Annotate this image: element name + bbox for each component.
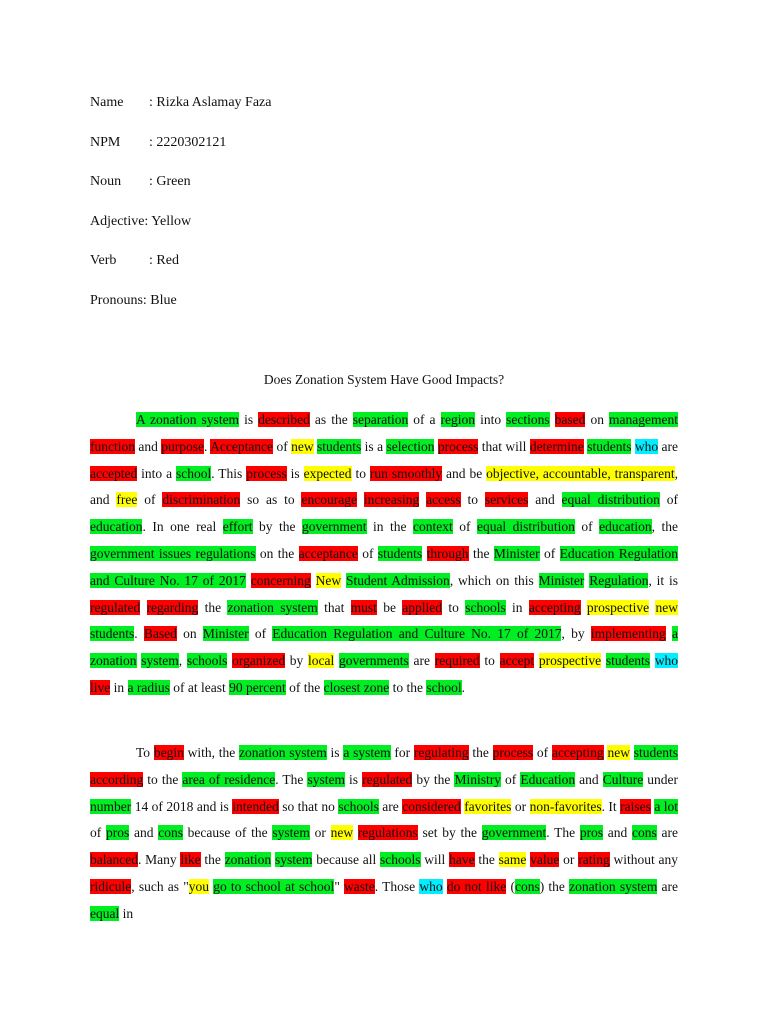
plain-text: of — [137, 492, 163, 508]
plain-text: by the — [412, 771, 455, 787]
plain-text: of — [248, 626, 273, 642]
plain-text: to — [442, 599, 466, 615]
verb-highlight: services — [484, 492, 529, 508]
info-label: Verb — [90, 253, 117, 269]
noun-highlight: schools — [380, 852, 421, 868]
plain-text: be — [376, 599, 403, 615]
verb-highlight: balanced — [90, 852, 138, 868]
plain-text: in the — [366, 519, 413, 535]
plain-text: of — [659, 492, 678, 508]
plain-text: . This — [211, 465, 247, 481]
plain-text: in — [505, 599, 529, 615]
plain-text: . Many — [137, 852, 181, 868]
verb-highlight: accepting — [528, 599, 581, 615]
noun-highlight: cons — [158, 825, 183, 841]
plain-text: and — [442, 465, 470, 481]
verb-highlight: value — [530, 852, 560, 868]
plain-text: and — [129, 825, 159, 841]
noun-highlight: A zonation system — [136, 412, 240, 427]
plain-text: of — [533, 745, 552, 760]
noun-highlight: Education Regulation and Culture No. 17 of 2017 — [90, 545, 678, 588]
noun-highlight: equal distribution — [561, 492, 660, 508]
plain-text: ) the — [539, 878, 570, 894]
verb-highlight: rating — [578, 852, 610, 868]
plain-text: of — [452, 519, 477, 535]
plain-text: set by the — [417, 825, 482, 841]
noun-highlight: students — [587, 438, 632, 454]
verb-highlight: implementing — [590, 626, 666, 642]
essay-title: Does Zonation System Have Good Impacts? — [263, 372, 505, 387]
noun-highlight: pros — [579, 825, 604, 841]
plain-text: that will — [478, 438, 530, 454]
verb-highlight: intended — [232, 798, 279, 814]
plain-text: or — [559, 852, 579, 868]
plain-text: of a — [408, 412, 441, 427]
plain-text: to — [351, 465, 370, 481]
plain-text: on — [176, 626, 203, 642]
plain-text: and — [603, 825, 633, 841]
plain-text: for — [390, 745, 414, 760]
plain-text — [422, 546, 426, 561]
plain-text: . — [134, 626, 144, 642]
adjective-highlight: new — [655, 599, 678, 615]
adjective-highlight: free — [116, 492, 138, 508]
verb-highlight: live — [90, 679, 111, 695]
adjective-highlight: New — [315, 572, 342, 588]
adjective-highlight: non-favorites — [529, 798, 602, 814]
plain-text: on the — [255, 545, 299, 561]
pronoun-highlight: who — [634, 438, 659, 454]
verb-highlight: access — [426, 492, 461, 508]
plain-text: because all — [312, 852, 381, 868]
verb-highlight: encourage — [301, 492, 357, 508]
plain-text — [357, 492, 364, 507]
noun-highlight: cons — [632, 825, 657, 841]
noun-highlight: a system — [343, 745, 391, 760]
plain-text — [581, 600, 587, 615]
plain-text: under — [643, 771, 678, 787]
noun-highlight: a lot — [654, 798, 679, 814]
plain-text: the — [468, 545, 494, 561]
verb-highlight: increasing — [363, 492, 420, 508]
verb-highlight: required — [434, 653, 480, 669]
plain-text: be — [469, 465, 487, 481]
plain-text: in — [119, 905, 134, 921]
adjective-highlight: local — [308, 653, 335, 669]
adjective-highlight: prospective — [586, 599, 650, 615]
plain-text: the — [198, 599, 228, 615]
noun-highlight: schools — [186, 653, 228, 669]
noun-highlight: school — [426, 679, 462, 695]
verb-highlight: run smoothly — [369, 465, 443, 481]
noun-highlight: management — [609, 412, 678, 427]
verb-highlight: accept — [499, 653, 535, 669]
adjective-highlight: same — [498, 852, 527, 868]
plain-text: are — [658, 438, 679, 454]
noun-highlight: pros — [105, 825, 130, 841]
verb-highlight: based — [554, 412, 586, 427]
essay-paragraph-2 — [90, 740, 678, 928]
plain-text: or — [309, 825, 331, 841]
adjective-highlight: expected — [303, 465, 352, 481]
info-value: : Yellow — [144, 213, 192, 229]
verb-highlight: accepted — [90, 465, 138, 481]
noun-highlight: students — [90, 626, 135, 642]
noun-highlight: Regulation — [589, 572, 649, 588]
plain-text: to — [460, 492, 485, 508]
noun-highlight: zonation system — [569, 878, 658, 894]
plain-text: , and — [90, 465, 678, 508]
verb-highlight: begin — [153, 745, 184, 760]
noun-highlight: Student Admission — [345, 572, 450, 588]
info-value: : Red — [149, 253, 179, 269]
plain-text: in — [110, 679, 128, 695]
plain-text: with, the — [183, 745, 240, 760]
plain-text: of the — [285, 679, 324, 695]
plain-text: , it is — [648, 572, 679, 588]
verb-highlight: according — [90, 771, 144, 787]
plain-text: " — [334, 878, 345, 894]
plain-text: are — [408, 653, 435, 669]
verb-highlight: regulating — [413, 745, 469, 760]
plain-text: , such as " — [131, 878, 189, 894]
plain-text: , — [178, 653, 187, 669]
plain-text: , the — [651, 519, 679, 535]
adjective-highlight: prospective — [538, 653, 602, 669]
plain-text — [140, 600, 146, 615]
plain-text: of at least — [169, 679, 230, 695]
noun-highlight: system — [307, 771, 345, 787]
plain-text: the — [200, 852, 225, 868]
plain-text — [246, 573, 251, 588]
info-row-adjective — [90, 213, 490, 253]
verb-highlight: have — [449, 852, 475, 868]
info-row-noun — [90, 173, 490, 213]
adjective-highlight: new — [330, 825, 354, 841]
noun-highlight: a radius — [127, 679, 170, 695]
noun-highlight: system — [141, 653, 179, 669]
plain-text: so that no — [278, 798, 339, 814]
verb-highlight: determine — [529, 438, 584, 454]
plain-text: . — [461, 679, 465, 695]
plain-text: . — [204, 438, 211, 454]
verb-highlight: process — [437, 438, 479, 454]
verb-highlight: considered — [402, 798, 461, 814]
verb-highlight: regarding — [146, 599, 199, 615]
plain-text: and — [575, 771, 603, 787]
adjective-highlight: objective, accountable, transparent — [486, 465, 675, 481]
verb-highlight: must — [350, 599, 377, 615]
plain-text: or — [511, 798, 530, 814]
plain-text: , by — [561, 626, 591, 642]
noun-highlight: Education Regulation and Culture No. 17 of 2017 — [272, 626, 562, 642]
plain-text: so as to — [240, 492, 302, 508]
info-value: : Rizka Aslamay Faza — [149, 95, 272, 110]
plain-text: on — [585, 412, 609, 427]
plain-text: . The — [275, 771, 308, 787]
noun-highlight: government — [481, 825, 547, 841]
info-row-verb — [90, 252, 490, 292]
plain-text: and — [528, 492, 562, 508]
verb-highlight: discrimination — [162, 492, 241, 508]
plain-text: are — [378, 798, 403, 814]
plain-text: are — [657, 878, 679, 894]
noun-highlight: context — [412, 519, 453, 535]
info-label: NPM — [90, 134, 121, 150]
plain-text: the — [474, 852, 499, 868]
info-row-npm — [90, 134, 490, 174]
plain-text: , which on this — [449, 572, 539, 588]
verb-highlight: applied — [402, 599, 443, 615]
noun-highlight: education — [90, 519, 143, 535]
plain-text: of — [90, 825, 106, 841]
plain-text: . The — [546, 825, 580, 841]
noun-highlight: a zonation — [90, 626, 679, 669]
info-value: : Blue — [142, 292, 177, 308]
info-value: : 2220302121 — [149, 134, 227, 150]
noun-highlight: system — [272, 825, 310, 841]
noun-highlight: students — [377, 545, 423, 561]
noun-highlight: education — [599, 519, 652, 535]
noun-highlight: separation — [352, 412, 409, 427]
plain-text: will — [420, 852, 450, 868]
noun-highlight: region — [440, 412, 476, 427]
verb-highlight: ridicule — [90, 878, 132, 894]
noun-highlight: sections — [506, 412, 550, 427]
verb-highlight: Acceptance — [210, 438, 274, 454]
verb-highlight: raises — [620, 798, 651, 814]
noun-highlight: students — [605, 653, 651, 669]
verb-highlight: process — [246, 465, 287, 481]
verb-highlight: regulations — [357, 825, 418, 841]
noun-highlight: equal — [90, 905, 120, 921]
noun-highlight: zonation system — [227, 599, 318, 615]
plain-text: are — [656, 825, 678, 841]
plain-text: of — [273, 438, 292, 454]
noun-highlight: go to school at school — [213, 878, 335, 894]
noun-highlight: selection — [386, 438, 435, 454]
noun-highlight: zonation — [224, 852, 272, 868]
adjective-highlight: new — [291, 438, 314, 454]
noun-highlight: students — [317, 438, 362, 454]
noun-highlight: cons — [514, 878, 540, 894]
noun-highlight: equal distribution — [476, 519, 575, 535]
noun-highlight: Culture — [602, 771, 644, 787]
noun-highlight: Education — [520, 771, 576, 787]
noun-highlight: schools — [465, 599, 506, 615]
noun-highlight: Ministry — [454, 771, 501, 787]
verb-highlight: concerning — [250, 572, 311, 588]
verb-highlight: organized — [232, 653, 286, 669]
plain-text: To — [136, 745, 154, 760]
plain-text: of — [362, 545, 378, 561]
pronoun-highlight: who — [419, 878, 443, 894]
plain-text: . It — [601, 798, 621, 814]
info-value: : Green — [149, 174, 191, 190]
info-row-name — [90, 94, 490, 134]
plain-text: that — [317, 599, 351, 615]
plain-text: is — [326, 745, 344, 760]
pronoun-highlight: who — [654, 653, 679, 669]
verb-highlight: do not like — [446, 878, 507, 894]
plain-text: into — [475, 412, 507, 427]
plain-text: to the — [143, 771, 183, 787]
verb-highlight: function — [90, 438, 135, 454]
adjective-highlight: you — [188, 878, 209, 894]
plain-text: to — [479, 653, 500, 669]
plain-text: the — [468, 745, 493, 760]
plain-text: is — [344, 771, 363, 787]
verb-highlight: described — [258, 412, 310, 427]
plain-text: is a — [361, 438, 387, 454]
verb-highlight: accepting — [551, 745, 604, 760]
noun-highlight: government — [302, 519, 367, 535]
student-info — [90, 94, 490, 332]
plain-text: ( — [506, 878, 515, 894]
plain-text — [550, 412, 555, 427]
noun-highlight: Minister — [202, 626, 249, 642]
info-label: Pronouns — [90, 292, 143, 308]
plain-text: as the — [309, 412, 353, 427]
verb-highlight: acceptance — [298, 545, 358, 561]
plain-text: is — [286, 465, 304, 481]
plain-text: of — [501, 771, 521, 787]
noun-highlight: Minister — [538, 572, 585, 588]
noun-highlight: area of residence — [182, 771, 276, 787]
noun-highlight: schools — [338, 798, 379, 814]
plain-text — [311, 573, 316, 588]
plain-text: of — [574, 519, 600, 535]
plain-text: by — [285, 653, 309, 669]
plain-text: 14 of 2018 and is — [131, 798, 233, 814]
verb-highlight: purpose — [161, 438, 205, 454]
adjective-highlight: favorites — [464, 798, 512, 814]
info-row-pronouns — [90, 292, 490, 332]
verb-highlight: waste — [344, 878, 375, 894]
noun-highlight: government issues regulations — [90, 545, 256, 561]
noun-highlight: zonation system — [239, 745, 327, 760]
plain-text: and — [135, 438, 162, 454]
plain-text: of — [539, 545, 560, 561]
adjective-highlight: new — [607, 745, 630, 760]
plain-text: into a — [137, 465, 176, 481]
info-label: Name — [90, 95, 124, 110]
verb-highlight: regulated — [362, 771, 413, 787]
verb-highlight: Based — [143, 626, 177, 642]
noun-highlight: number — [90, 798, 132, 814]
verb-highlight: process — [492, 745, 534, 760]
plain-text: . In one real — [142, 519, 223, 535]
verb-highlight: like — [180, 852, 201, 868]
noun-highlight: 90 percent — [229, 679, 286, 695]
noun-highlight: closest zone — [323, 679, 390, 695]
plain-text: without any — [609, 852, 678, 868]
info-label: Noun — [90, 174, 122, 190]
plain-text: because of the — [182, 825, 273, 841]
plain-text: . Those — [374, 878, 420, 894]
info-label: Adjective — [90, 213, 145, 229]
verb-highlight: regulated — [90, 599, 141, 615]
plain-text: to the — [389, 679, 427, 695]
noun-highlight: effort — [222, 519, 253, 535]
noun-highlight: students — [633, 745, 679, 760]
plain-text: by the — [252, 519, 303, 535]
noun-highlight: governments — [339, 653, 409, 669]
plain-text: is — [239, 412, 259, 427]
verb-highlight: through — [426, 545, 469, 561]
essay-paragraph-1 — [90, 407, 678, 702]
noun-highlight: school — [175, 465, 212, 481]
noun-highlight: system — [274, 852, 313, 868]
noun-highlight: Minister — [493, 545, 540, 561]
